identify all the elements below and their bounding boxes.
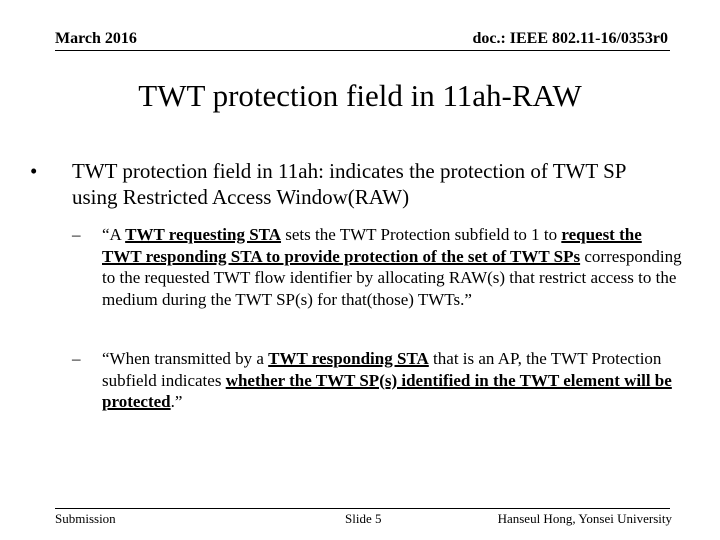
- footer-submission: Submission: [55, 511, 116, 526]
- header-doc-id: doc.: IEEE 802.11-16/0353r0: [472, 30, 668, 47]
- main-bullet: [30, 158, 670, 210]
- footer-author: Hanseul Hong, Yonsei University: [497, 511, 672, 526]
- emphasized-text: TWT requesting STA: [125, 225, 282, 244]
- header-date: March 2016: [55, 30, 137, 47]
- text-run: that is an AP, the TWT Protection subfield indicates: [102, 349, 662, 390]
- main-bullet-text: TWT protection field in 11ah: indicates the protection of TWT SP using Restricted Access Window(RAW): [72, 159, 626, 209]
- emphasized-text: whether the TWT SP(s) identified in the TWT element will be protected: [102, 370, 672, 411]
- sub-bullet-1: [72, 224, 684, 310]
- sub-bullet-marker: –: [72, 349, 81, 368]
- sub-bullet-1-text: [102, 224, 684, 310]
- text-run: “A: [102, 225, 126, 244]
- emphasized-text: request the TWT responding STA to provide protection of the set of TWT SPs: [102, 225, 642, 266]
- text-run: .”: [170, 392, 183, 411]
- header-divider: [55, 50, 670, 51]
- emphasized-text: TWT responding STA: [268, 349, 429, 368]
- footer-divider: [55, 508, 670, 509]
- slide-title: TWT protection field in 11ah-RAW: [138, 78, 582, 113]
- sub-bullet-2-text: [102, 348, 684, 413]
- sub-bullet-2: [72, 348, 684, 413]
- footer-slide-number: Slide 5: [345, 511, 382, 526]
- sub-bullet-marker: –: [72, 225, 81, 244]
- text-run: sets the TWT Protection subfield to 1 to: [281, 225, 562, 244]
- text-run: corresponding to the requested TWT flow identifier by allocating RAW(s) that restrict access to the medium during the TWT SP(s) for that(those) TWTs.”: [102, 246, 682, 309]
- text-run: “When transmitted by a: [102, 349, 269, 368]
- bullet-marker: •: [30, 159, 38, 183]
